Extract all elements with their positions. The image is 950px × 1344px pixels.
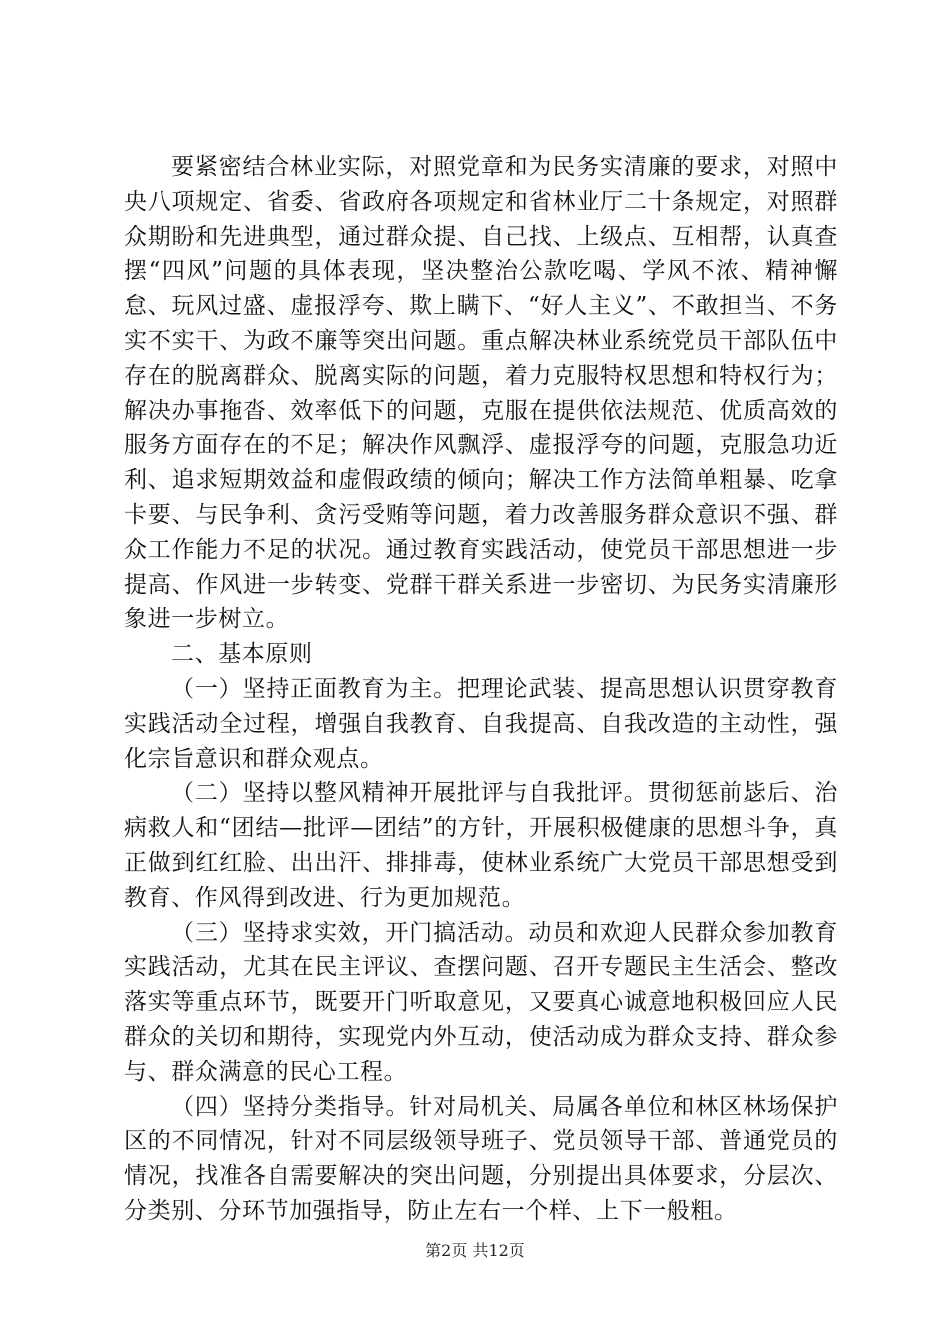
paragraph-principle-4: （四）坚持分类指导。针对局机关、局属各单位和林区林场保护区的不同情况，针对不同层级领导班子、党员领导干部、普通党员的情况，找准各自需要解决的突出问题，分别提出具体要求，分层次、分类别、分环节加强指导，防止左右一个样、上下一般粗。 [124,1093,838,1224]
section-heading-basic-principles: 二、基本原则 [171,641,313,668]
paragraph-principle-1: （一）坚持正面教育为主。把理论武装、提高思想认识贯穿教育实践活动全过程，增强自我教育、自我提高、自我改造的主动性，强化宗旨意识和群众观点。 [124,675,838,772]
page-number-footer: 第2页 共12页 [425,1241,525,1260]
paragraph-principle-2: （二）坚持以整风精神开展批评与自我批评。贯彻惩前毖后、治病救人和“团结—批评—团结”的方针，开展积极健康的思想斗争，真正做到红红脸、出出汗、排排毒，使林业系统广大党员干部思想受到教育、作风得到改进、行为更加规范。 [124,780,838,911]
document-body [124,150,838,1229]
paragraph-principle-3: （三）坚持求实效，开门搞活动。动员和欢迎人民群众参加教育实践活动，尤其在民主评议、查摆问题、召开专题民主生活会、整改落实等重点环节，既要开门听取意见，又要真心诚意地积极回应人民群众的关切和期待，实现党内外互动，使活动成为群众支持、群众参与、群众满意的民心工程。 [124,919,838,1085]
paragraph-objectives: 要紧密结合林业实际，对照党章和为民务实清廉的要求，对照中央八项规定、省委、省政府各项规定和省林业厅二十条规定，对照群众期盼和先进典型，通过群众提、自己找、上级点、互相帮，认真查摆“四风”问题的具体表现，坚决整治公款吃喝、学风不浓、精神懈怠、玩风过盛、虚报浮夸、欺上瞒下、“好人主义”、不敢担当、不务实不实干、为政不廉等突出问题。重点解决林业系统党员干部队伍中存在的脱离群众、脱离实际的问题，着力克服特权思想和特权行为；解决办事拖沓、效率低下的问题，克服在提供依法规范、优质高效的服务方面存在的不足；解决作风飘浮、虚报浮夸的问题，克服急功近利、追求短期效益和虚假政绩的倾向；解决工作方法简单粗暴、吃拿卡要、与民争利、贪污受贿等问题，着力改善服务群众意识不强、群众工作能力不足的状况。通过教育实践活动，使党员干部思想进一步提高、作风进一步转变、党群干群关系进一步密切、为民务实清廉形象进一步树立。 [124,154,838,633]
